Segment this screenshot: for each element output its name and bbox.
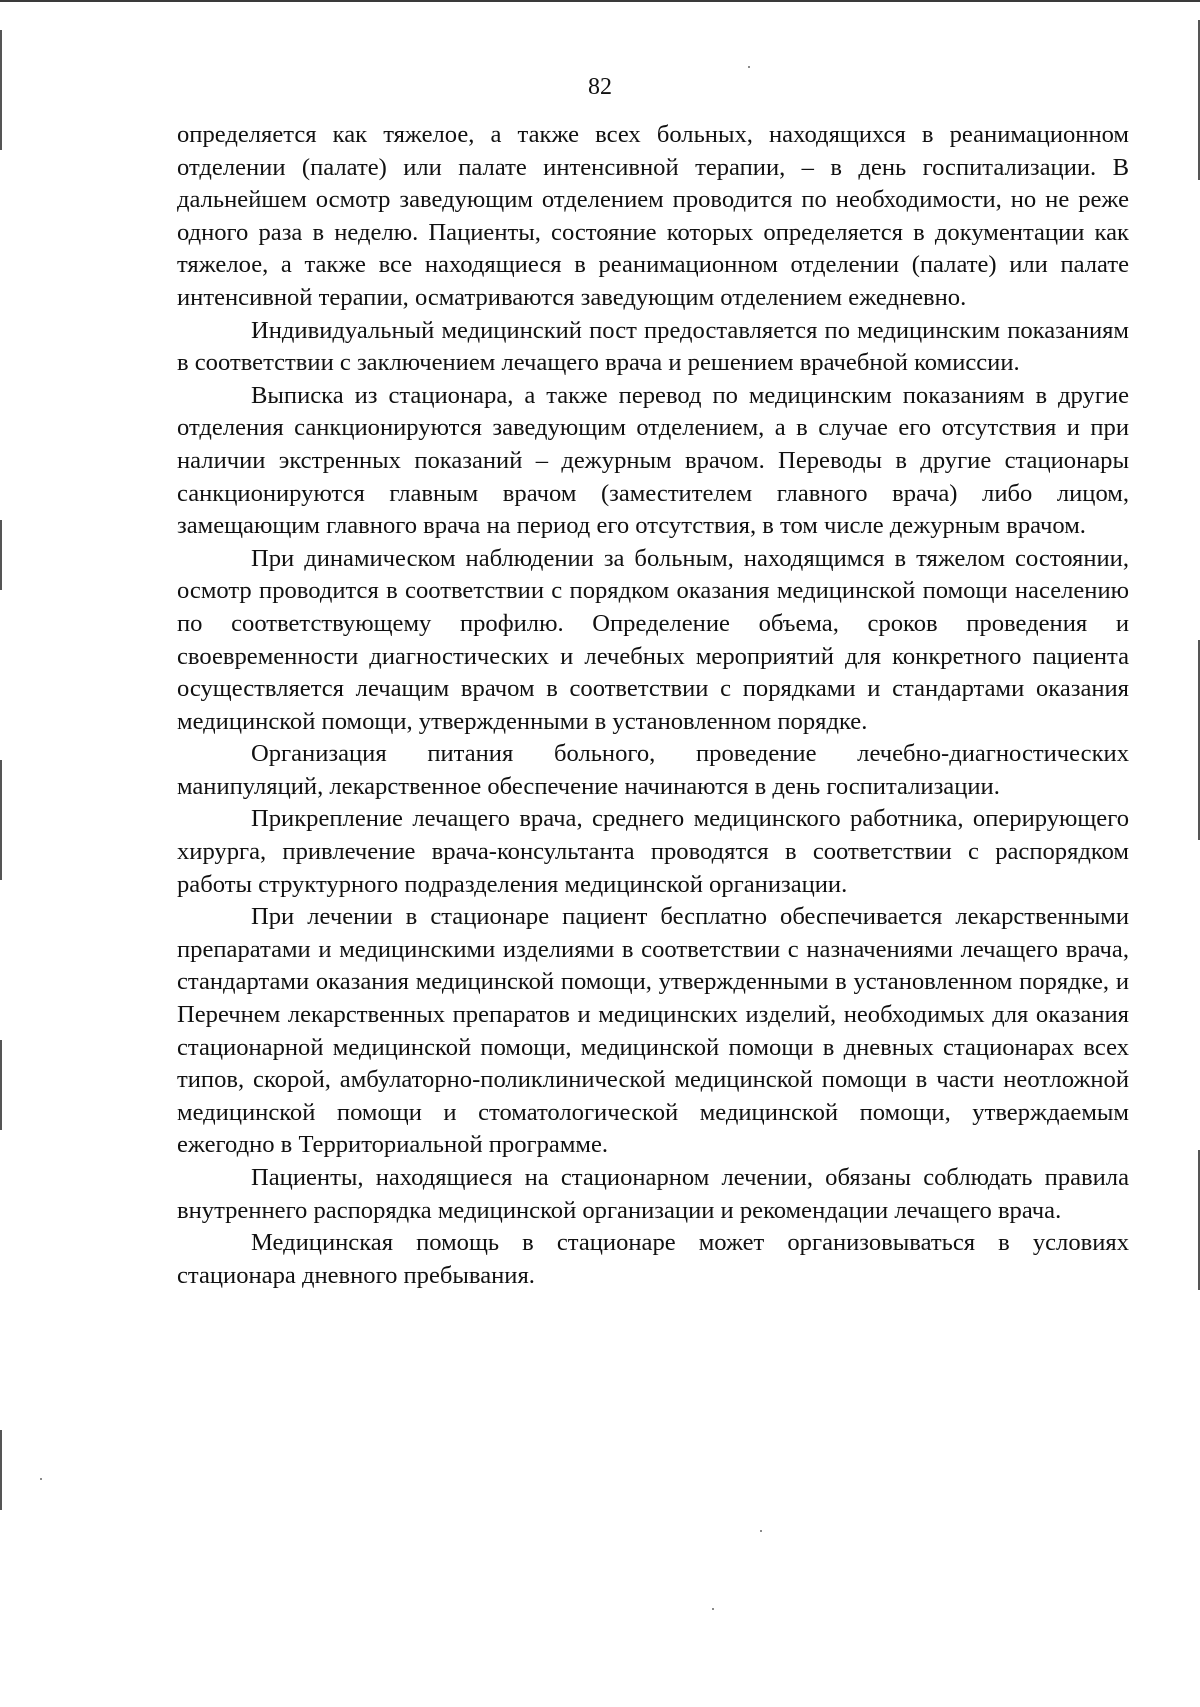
paragraph: определяется как тяжелое, а также всех больных, находящихся в реанимационном отделении (палате) или палате интенсивной терапии, – в день госпитализации. В дальнейшем осмотр заведующим отделением проводится по необходимости, но не реже одного раза в неделю. Пациенты, состояние которых определяется в документации как тяжелое, а также все находящиеся в реанимационном отделении (палате) или палате интенсивной терапии, осматриваются заведующим отделением ежедневно.	[177, 121, 1129, 311]
scan-speck	[40, 1478, 42, 1480]
scan-edge-mark	[0, 520, 2, 590]
scan-edge-mark	[0, 1040, 2, 1130]
paragraph: Выписка из стационара, а также перевод по медицинским показаниям в другие отделения санкционируются заведующим отделением, а в случае его отсутствия и при наличии экстренных показаний – дежурным врачом. Переводы в другие стационары санкционируются главным врачом (заместителем главного врача) либо лицом, замещающим главного врача на период его отсутствия, в том числе дежурным врачом.	[177, 381, 1129, 540]
paragraph: Пациенты, находящиеся на стационарном лечении, обязаны соблюдать правила внутреннего распорядка медицинской организации и рекомендации лечащего врача.	[177, 1164, 1129, 1224]
paragraph: Медицинская помощь в стационаре может организовываться в условиях стационара дневного пребывания.	[177, 1229, 1129, 1289]
paragraph: При лечении в стационаре пациент бесплатно обеспечивается лекарственными препаратами и медицинскими изделиями в соответствии с назначениями лечащего врача, стандартами оказания медицинской помощи, утвержденными в установленном порядке, и Перечнем лекарственных препаратов и медицинских изделий, необходимых для оказания стационарной медицинской помощи, медицинской помощи в дневных стационарах всех типов, скорой, амбулаторно-поликлинической медицинской помощи в части неотложной медицинской помощи и стоматологической медицинской помощи, утверждаемым ежегодно в Территориальной программе.	[177, 903, 1129, 1159]
paragraph: Организация питания больного, проведение лечебно-диагностических манипуляций, лекарственное обеспечение начинаются в день госпитализации.	[177, 740, 1129, 800]
document-body	[177, 119, 1129, 1292]
paragraph: Индивидуальный медицинский пост предоставляется по медицинским показаниям в соответствии с заключением лечащего врача и решением врачебной комиссии.	[177, 316, 1129, 377]
paragraph: При динамическом наблюдении за больным, находящимся в тяжелом состоянии, осмотр проводится в соответствии с порядком оказания медицинской помощи населению по соответствующему профилю. Определение объема, сроков проведения и своевременности диагностических и лечебных мероприятий для конкретного пациента осуществляется лечащим врачом в соответствии с порядками и стандартами оказания медицинской помощи, утвержденными в установленном порядке.	[177, 544, 1129, 735]
paragraph: Прикрепление лечащего врача, среднего медицинского работника, оперирующего хирурга, привлечение врача-консультанта проводятся в соответствии с распорядком работы структурного подразделения медицинской организации.	[177, 805, 1129, 898]
scan-speck	[712, 1608, 714, 1610]
scan-speck	[748, 66, 750, 68]
scan-top-border	[0, 0, 1200, 2]
scan-edge-mark	[0, 760, 2, 880]
scan-speck	[760, 1530, 762, 1532]
scan-edge-mark	[0, 1430, 2, 1510]
page-number: 82	[588, 74, 612, 100]
